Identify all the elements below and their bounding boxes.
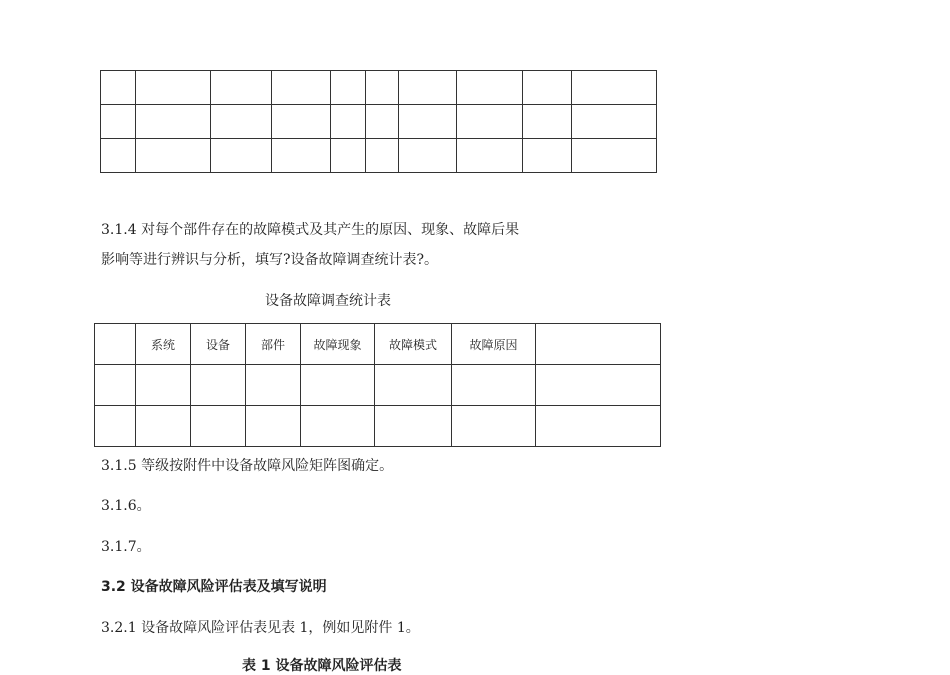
table-title: 设备故障调查统计表	[265, 293, 391, 309]
header-cell: 故障原因	[452, 324, 536, 365]
para-3-1-7: 3.1.7。	[101, 539, 151, 555]
top-empty-table	[100, 70, 657, 173]
header-cell	[95, 324, 136, 365]
section-heading-3-2: 3.2 设备故障风险评估表及填写说明	[101, 579, 327, 595]
header-cell: 系统	[136, 324, 191, 365]
para-3-1-6: 3.1.6。	[101, 498, 151, 514]
para-3-1-4-line2: 影响等进行辨识与分析，填写?设备故障调查统计表?。	[101, 252, 439, 268]
para-3-2-1: 3.2.1 设备故障风险评估表见表 1，例如见附件 1。	[101, 620, 420, 636]
table-row	[95, 406, 661, 447]
table-caption: 表 1 设备故障风险评估表	[242, 658, 402, 674]
para-3-1-4-line1: 3.1.4 对每个部件存在的故障模式及其产生的原因、现象、故障后果	[101, 222, 520, 238]
header-cell: 故障现象	[301, 324, 375, 365]
fault-survey-table	[94, 323, 661, 447]
table-row	[95, 365, 661, 406]
header-cell: 部件	[246, 324, 301, 365]
table-header-row	[95, 324, 661, 365]
table-row	[101, 71, 657, 105]
para-3-1-5: 3.1.5 等级按附件中设备故障风险矩阵图确定。	[101, 458, 394, 474]
header-cell: 故障模式	[375, 324, 452, 365]
table-row	[101, 105, 657, 139]
header-cell	[536, 324, 661, 365]
header-cell: 设备	[191, 324, 246, 365]
table-row	[101, 139, 657, 173]
